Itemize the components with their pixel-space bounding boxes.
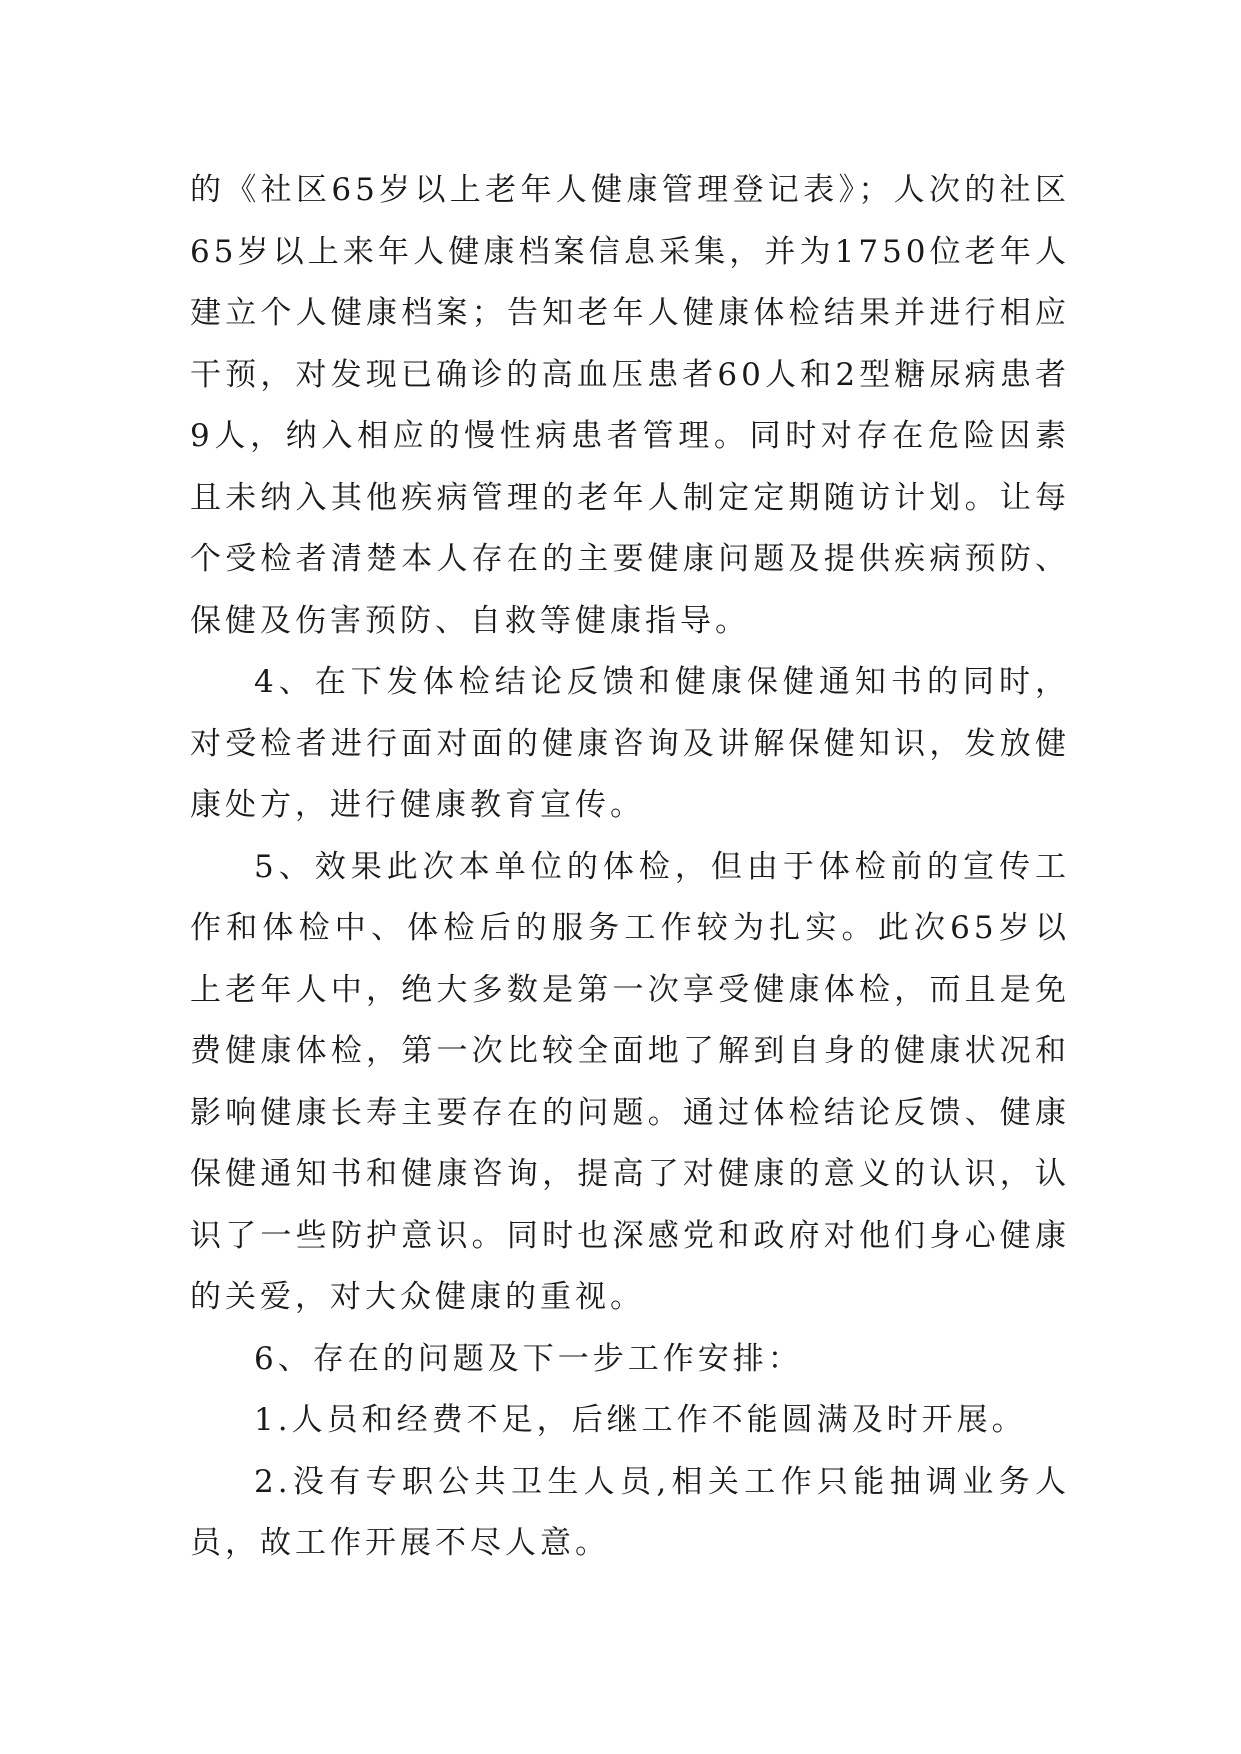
paragraph-continuation: 的《社区65岁以上老年人健康管理登记表》；人次的社区65岁以上来年人健康档案信息采集，并为1750位老年人建立个人健康档案；告知老年人健康体检结果并进行相应干预，对发现已确诊的高血压患者60人和2型糖尿病患者9人，纳入相应的慢性病患者管理。同时对存在危险因素且未纳入其他疾病管理的老年人制定定期随访计划。让每个受检者清楚本人存在的主要健康问题及提供疾病预防、保健及伤害预防、自救等健康指导。 <box>190 172 1070 639</box>
document-body <box>190 160 1070 1575</box>
paragraph-subitem-1: 1.人员和经费不足，后继工作不能圆满及时开展。 <box>254 1402 1027 1438</box>
paragraph-subitem-2: 2.没有专职公共卫生人员,相关工作只能抽调业务人员，故工作开展不尽人意。 <box>190 1463 1070 1561</box>
paragraph-item-6: 6、存在的问题及下一步工作安排： <box>254 1340 803 1377</box>
paragraph-item-5: 5、效果此次本单位的体检，但由于体检前的宣传工作和体检中、体检后的服务工作较为扎实。此次65岁以上老年人中，绝大多数是第一次享受健康体检，而且是免费健康体检，第一次比较全面地了解到自身的健康状况和影响健康长寿主要存在的问题。通过体检结论反馈、健康保健通知书和健康咨询，提高了对健康的意义的认识，认识了一些防护意识。同时也深感党和政府对他们身心健康的关爱，对大众健康的重视。 <box>190 848 1070 1315</box>
paragraph-item-4: 4、在下发体检结论反馈和健康保健通知书的同时，对受检者进行面对面的健康咨询及讲解保健知识，发放健康处方，进行健康教育宣传。 <box>190 664 1070 823</box>
